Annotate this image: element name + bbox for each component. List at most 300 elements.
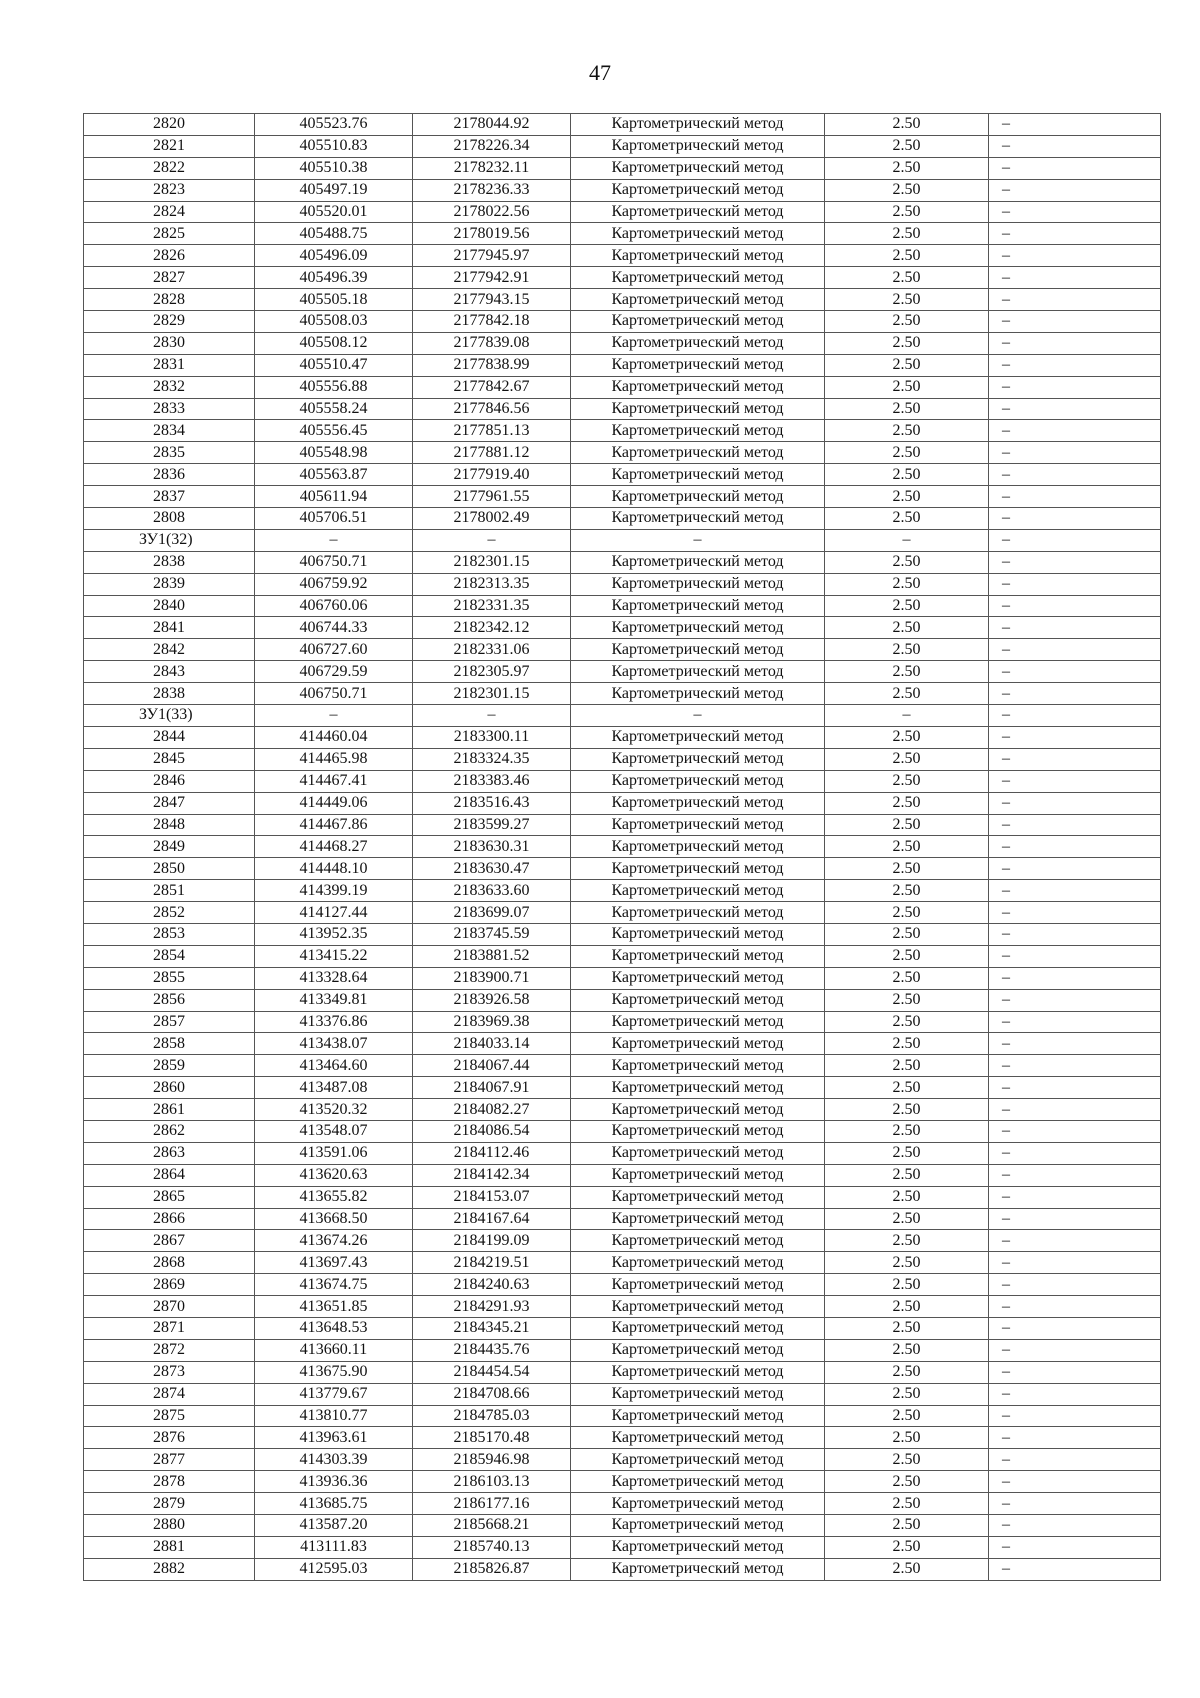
point-id-cell: 2838: [84, 551, 255, 573]
method-cell: Картометрический метод: [571, 595, 825, 617]
point-id-cell: 2875: [84, 1405, 255, 1427]
y-coordinate-cell: 2177846.56: [413, 398, 571, 420]
point-id-cell: 2873: [84, 1361, 255, 1383]
point-id-cell: 2868: [84, 1252, 255, 1274]
accuracy-cell: 2.50: [825, 1099, 989, 1121]
y-coordinate-cell: 2178236.33: [413, 179, 571, 201]
point-id-cell: 2849: [84, 836, 255, 858]
x-coordinate-cell: 413655.82: [255, 1186, 413, 1208]
description-cell: –: [989, 1361, 1161, 1383]
description-cell: –: [989, 683, 1161, 705]
point-id-cell: 2857: [84, 1011, 255, 1033]
method-cell: Картометрический метод: [571, 726, 825, 748]
y-coordinate-cell: 2186103.13: [413, 1471, 571, 1493]
y-coordinate-cell: 2183630.47: [413, 858, 571, 880]
method-cell: Картометрический метод: [571, 989, 825, 1011]
description-cell: –: [989, 1339, 1161, 1361]
x-coordinate-cell: –: [255, 705, 413, 727]
point-id-cell: 2823: [84, 179, 255, 201]
x-coordinate-cell: 413674.75: [255, 1274, 413, 1296]
method-cell: Картометрический метод: [571, 836, 825, 858]
point-id-cell: 2860: [84, 1077, 255, 1099]
description-cell: –: [989, 661, 1161, 683]
table-row: [84, 683, 1161, 705]
point-id-cell: ЗУ1(33): [84, 705, 255, 727]
method-cell: Картометрический метод: [571, 1449, 825, 1471]
y-coordinate-cell: 2185170.48: [413, 1427, 571, 1449]
method-cell: Картометрический метод: [571, 1383, 825, 1405]
accuracy-cell: 2.50: [825, 420, 989, 442]
point-id-cell: 2870: [84, 1296, 255, 1318]
table-row: [84, 1142, 1161, 1164]
method-cell: Картометрический метод: [571, 179, 825, 201]
point-id-cell: 2858: [84, 1033, 255, 1055]
point-id-cell: 2876: [84, 1427, 255, 1449]
accuracy-cell: 2.50: [825, 902, 989, 924]
description-cell: –: [989, 836, 1161, 858]
method-cell: Картометрический метод: [571, 311, 825, 333]
y-coordinate-cell: 2177945.97: [413, 245, 571, 267]
description-cell: –: [989, 1383, 1161, 1405]
page-number: 47: [589, 60, 611, 85]
description-cell: –: [989, 201, 1161, 223]
y-coordinate-cell: 2178226.34: [413, 135, 571, 157]
x-coordinate-cell: 405510.38: [255, 157, 413, 179]
method-cell: Картометрический метод: [571, 1120, 825, 1142]
y-coordinate-cell: 2184142.34: [413, 1164, 571, 1186]
accuracy-cell: 2.50: [825, 311, 989, 333]
description-cell: –: [989, 945, 1161, 967]
description-cell: –: [989, 420, 1161, 442]
method-cell: Картометрический метод: [571, 376, 825, 398]
table-row: [84, 1296, 1161, 1318]
accuracy-cell: 2.50: [825, 1186, 989, 1208]
description-cell: –: [989, 1186, 1161, 1208]
method-cell: Картометрический метод: [571, 1142, 825, 1164]
table-row: [84, 1361, 1161, 1383]
table-row: [84, 595, 1161, 617]
y-coordinate-cell: 2184708.66: [413, 1383, 571, 1405]
table-row: [84, 902, 1161, 924]
accuracy-cell: 2.50: [825, 223, 989, 245]
y-coordinate-cell: 2184153.07: [413, 1186, 571, 1208]
y-coordinate-cell: 2184240.63: [413, 1274, 571, 1296]
accuracy-cell: 2.50: [825, 1296, 989, 1318]
description-cell: –: [989, 223, 1161, 245]
x-coordinate-cell: 413111.83: [255, 1536, 413, 1558]
point-id-cell: 2836: [84, 464, 255, 486]
point-id-cell: 2881: [84, 1536, 255, 1558]
point-id-cell: 2822: [84, 157, 255, 179]
accuracy-cell: 2.50: [825, 1077, 989, 1099]
accuracy-cell: 2.50: [825, 201, 989, 223]
description-cell: –: [989, 135, 1161, 157]
accuracy-cell: 2.50: [825, 1427, 989, 1449]
accuracy-cell: 2.50: [825, 464, 989, 486]
point-id-cell: 2839: [84, 573, 255, 595]
x-coordinate-cell: 414460.04: [255, 726, 413, 748]
table-row: [84, 1274, 1161, 1296]
x-coordinate-cell: 414467.41: [255, 770, 413, 792]
accuracy-cell: 2.50: [825, 289, 989, 311]
point-id-cell: 2831: [84, 354, 255, 376]
point-id-cell: 2867: [84, 1230, 255, 1252]
description-cell: –: [989, 464, 1161, 486]
table-row: [84, 442, 1161, 464]
accuracy-cell: 2.50: [825, 179, 989, 201]
y-coordinate-cell: 2184086.54: [413, 1120, 571, 1142]
accuracy-cell: 2.50: [825, 726, 989, 748]
description-cell: –: [989, 858, 1161, 880]
description-cell: –: [989, 1558, 1161, 1580]
description-cell: –: [989, 354, 1161, 376]
table-row: [84, 1339, 1161, 1361]
x-coordinate-cell: –: [255, 529, 413, 551]
method-cell: Картометрический метод: [571, 486, 825, 508]
point-id-cell: 2833: [84, 398, 255, 420]
accuracy-cell: 2.50: [825, 923, 989, 945]
point-id-cell: 2852: [84, 902, 255, 924]
point-id-cell: 2851: [84, 880, 255, 902]
accuracy-cell: 2.50: [825, 1055, 989, 1077]
method-cell: Картометрический метод: [571, 332, 825, 354]
x-coordinate-cell: 406744.33: [255, 617, 413, 639]
accuracy-cell: 2.50: [825, 245, 989, 267]
table-row: [84, 201, 1161, 223]
accuracy-cell: –: [825, 529, 989, 551]
x-coordinate-cell: 406759.92: [255, 573, 413, 595]
table-row: [84, 267, 1161, 289]
point-id-cell: 2825: [84, 223, 255, 245]
accuracy-cell: 2.50: [825, 814, 989, 836]
point-id-cell: 2847: [84, 792, 255, 814]
x-coordinate-cell: 413376.86: [255, 1011, 413, 1033]
table-row: [84, 923, 1161, 945]
table-row: [84, 617, 1161, 639]
y-coordinate-cell: 2182301.15: [413, 551, 571, 573]
method-cell: Картометрический метод: [571, 1427, 825, 1449]
x-coordinate-cell: 413328.64: [255, 967, 413, 989]
y-coordinate-cell: 2184219.51: [413, 1252, 571, 1274]
description-cell: –: [989, 1427, 1161, 1449]
method-cell: Картометрический метод: [571, 114, 825, 136]
coordinates-table: [83, 113, 1161, 1581]
table-row: [84, 1011, 1161, 1033]
method-cell: Картометрический метод: [571, 639, 825, 661]
y-coordinate-cell: 2177842.67: [413, 376, 571, 398]
x-coordinate-cell: 413674.26: [255, 1230, 413, 1252]
method-cell: Картометрический метод: [571, 770, 825, 792]
table-row: [84, 726, 1161, 748]
description-cell: –: [989, 179, 1161, 201]
method-cell: Картометрический метод: [571, 464, 825, 486]
accuracy-cell: 2.50: [825, 836, 989, 858]
x-coordinate-cell: 405505.18: [255, 289, 413, 311]
description-cell: –: [989, 902, 1161, 924]
point-id-cell: 2844: [84, 726, 255, 748]
y-coordinate-cell: 2184167.64: [413, 1208, 571, 1230]
accuracy-cell: 2.50: [825, 1471, 989, 1493]
accuracy-cell: 2.50: [825, 748, 989, 770]
description-cell: –: [989, 1536, 1161, 1558]
table-row: [84, 1493, 1161, 1515]
accuracy-cell: 2.50: [825, 573, 989, 595]
method-cell: Картометрический метод: [571, 420, 825, 442]
accuracy-cell: 2.50: [825, 1164, 989, 1186]
point-id-cell: 2864: [84, 1164, 255, 1186]
point-id-cell: 2846: [84, 770, 255, 792]
x-coordinate-cell: 405558.24: [255, 398, 413, 420]
table-row: [84, 1164, 1161, 1186]
method-cell: Картометрический метод: [571, 135, 825, 157]
x-coordinate-cell: 413464.60: [255, 1055, 413, 1077]
y-coordinate-cell: 2177839.08: [413, 332, 571, 354]
point-id-cell: 2842: [84, 639, 255, 661]
point-id-cell: 2853: [84, 923, 255, 945]
y-coordinate-cell: 2184435.76: [413, 1339, 571, 1361]
accuracy-cell: 2.50: [825, 1558, 989, 1580]
y-coordinate-cell: 2184785.03: [413, 1405, 571, 1427]
method-cell: Картометрический метод: [571, 157, 825, 179]
point-id-cell: 2856: [84, 989, 255, 1011]
table-row: [84, 1186, 1161, 1208]
description-cell: –: [989, 529, 1161, 551]
description-cell: –: [989, 1471, 1161, 1493]
point-id-cell: 2880: [84, 1515, 255, 1537]
y-coordinate-cell: 2183300.11: [413, 726, 571, 748]
method-cell: –: [571, 529, 825, 551]
accuracy-cell: 2.50: [825, 332, 989, 354]
table-row: [84, 354, 1161, 376]
table-row: [84, 1099, 1161, 1121]
point-id-cell: 2848: [84, 814, 255, 836]
accuracy-cell: 2.50: [825, 486, 989, 508]
table-row: [84, 880, 1161, 902]
method-cell: Картометрический метод: [571, 1099, 825, 1121]
description-cell: –: [989, 551, 1161, 573]
point-id-cell: 2879: [84, 1493, 255, 1515]
description-cell: –: [989, 1317, 1161, 1339]
table-row: [84, 135, 1161, 157]
table-row: [84, 1536, 1161, 1558]
y-coordinate-cell: 2182313.35: [413, 573, 571, 595]
table-row: [84, 398, 1161, 420]
x-coordinate-cell: 405496.09: [255, 245, 413, 267]
accuracy-cell: 2.50: [825, 1208, 989, 1230]
y-coordinate-cell: 2178019.56: [413, 223, 571, 245]
y-coordinate-cell: 2177919.40: [413, 464, 571, 486]
x-coordinate-cell: 405611.94: [255, 486, 413, 508]
x-coordinate-cell: 413779.67: [255, 1383, 413, 1405]
x-coordinate-cell: 406727.60: [255, 639, 413, 661]
point-id-cell: 2850: [84, 858, 255, 880]
method-cell: Картометрический метод: [571, 1405, 825, 1427]
x-coordinate-cell: 413520.32: [255, 1099, 413, 1121]
y-coordinate-cell: 2185826.87: [413, 1558, 571, 1580]
x-coordinate-cell: 413587.20: [255, 1515, 413, 1537]
description-cell: –: [989, 1515, 1161, 1537]
accuracy-cell: 2.50: [825, 376, 989, 398]
point-id-cell: 2840: [84, 595, 255, 617]
x-coordinate-cell: 406750.71: [255, 683, 413, 705]
description-cell: –: [989, 1252, 1161, 1274]
point-id-cell: ЗУ1(32): [84, 529, 255, 551]
point-id-cell: 2871: [84, 1317, 255, 1339]
table-row: [84, 1471, 1161, 1493]
point-id-cell: 2841: [84, 617, 255, 639]
table-row: [84, 551, 1161, 573]
point-id-cell: 2838: [84, 683, 255, 705]
y-coordinate-cell: 2182342.12: [413, 617, 571, 639]
point-id-cell: 2843: [84, 661, 255, 683]
x-coordinate-cell: 405488.75: [255, 223, 413, 245]
y-coordinate-cell: 2183926.58: [413, 989, 571, 1011]
method-cell: Картометрический метод: [571, 1208, 825, 1230]
x-coordinate-cell: 413620.63: [255, 1164, 413, 1186]
point-id-cell: 2832: [84, 376, 255, 398]
x-coordinate-cell: 405556.45: [255, 420, 413, 442]
y-coordinate-cell: 2184033.14: [413, 1033, 571, 1055]
accuracy-cell: 2.50: [825, 1011, 989, 1033]
description-cell: –: [989, 1164, 1161, 1186]
description-cell: –: [989, 332, 1161, 354]
y-coordinate-cell: 2178232.11: [413, 157, 571, 179]
accuracy-cell: 2.50: [825, 1033, 989, 1055]
y-coordinate-cell: 2184454.54: [413, 1361, 571, 1383]
y-coordinate-cell: 2177851.13: [413, 420, 571, 442]
table-row: [84, 529, 1161, 551]
table-row: [84, 289, 1161, 311]
y-coordinate-cell: 2183599.27: [413, 814, 571, 836]
table-row: [84, 967, 1161, 989]
method-cell: Картометрический метод: [571, 1077, 825, 1099]
method-cell: Картометрический метод: [571, 398, 825, 420]
x-coordinate-cell: 413438.07: [255, 1033, 413, 1055]
method-cell: Картометрический метод: [571, 902, 825, 924]
description-cell: –: [989, 726, 1161, 748]
y-coordinate-cell: 2183969.38: [413, 1011, 571, 1033]
x-coordinate-cell: 413415.22: [255, 945, 413, 967]
description-cell: –: [989, 967, 1161, 989]
description-cell: –: [989, 311, 1161, 333]
y-coordinate-cell: 2185946.98: [413, 1449, 571, 1471]
method-cell: Картометрический метод: [571, 792, 825, 814]
accuracy-cell: 2.50: [825, 267, 989, 289]
point-id-cell: 2865: [84, 1186, 255, 1208]
table-row: [84, 332, 1161, 354]
method-cell: Картометрический метод: [571, 1536, 825, 1558]
table-row: [84, 464, 1161, 486]
table-row: [84, 661, 1161, 683]
point-id-cell: 2808: [84, 508, 255, 530]
method-cell: Картометрический метод: [571, 1515, 825, 1537]
x-coordinate-cell: 414399.19: [255, 880, 413, 902]
method-cell: –: [571, 705, 825, 727]
accuracy-cell: 2.50: [825, 1230, 989, 1252]
accuracy-cell: 2.50: [825, 661, 989, 683]
table-row: [84, 1252, 1161, 1274]
method-cell: Картометрический метод: [571, 551, 825, 573]
y-coordinate-cell: 2183383.46: [413, 770, 571, 792]
accuracy-cell: 2.50: [825, 1317, 989, 1339]
x-coordinate-cell: 413591.06: [255, 1142, 413, 1164]
y-coordinate-cell: 2182301.15: [413, 683, 571, 705]
x-coordinate-cell: 405556.88: [255, 376, 413, 398]
x-coordinate-cell: 414127.44: [255, 902, 413, 924]
accuracy-cell: 2.50: [825, 683, 989, 705]
point-id-cell: 2866: [84, 1208, 255, 1230]
accuracy-cell: 2.50: [825, 880, 989, 902]
accuracy-cell: 2.50: [825, 1493, 989, 1515]
y-coordinate-cell: 2184291.93: [413, 1296, 571, 1318]
accuracy-cell: 2.50: [825, 967, 989, 989]
x-coordinate-cell: 413548.07: [255, 1120, 413, 1142]
point-id-cell: 2829: [84, 311, 255, 333]
point-id-cell: 2820: [84, 114, 255, 136]
accuracy-cell: 2.50: [825, 945, 989, 967]
table-row: [84, 1383, 1161, 1405]
method-cell: Картометрический метод: [571, 1055, 825, 1077]
point-id-cell: 2863: [84, 1142, 255, 1164]
method-cell: Картометрический метод: [571, 1361, 825, 1383]
x-coordinate-cell: 414465.98: [255, 748, 413, 770]
description-cell: –: [989, 617, 1161, 639]
y-coordinate-cell: 2184082.27: [413, 1099, 571, 1121]
x-coordinate-cell: 406729.59: [255, 661, 413, 683]
accuracy-cell: 2.50: [825, 1536, 989, 1558]
accuracy-cell: 2.50: [825, 858, 989, 880]
y-coordinate-cell: 2177943.15: [413, 289, 571, 311]
method-cell: Картометрический метод: [571, 201, 825, 223]
accuracy-cell: 2.50: [825, 157, 989, 179]
description-cell: –: [989, 245, 1161, 267]
point-id-cell: 2828: [84, 289, 255, 311]
method-cell: Картометрический метод: [571, 880, 825, 902]
description-cell: –: [989, 1011, 1161, 1033]
table-row: [84, 223, 1161, 245]
y-coordinate-cell: 2185668.21: [413, 1515, 571, 1537]
table-row: [84, 1077, 1161, 1099]
x-coordinate-cell: 405497.19: [255, 179, 413, 201]
description-cell: –: [989, 1296, 1161, 1318]
description-cell: –: [989, 508, 1161, 530]
method-cell: Картометрический метод: [571, 1033, 825, 1055]
table-row: [84, 792, 1161, 814]
y-coordinate-cell: –: [413, 529, 571, 551]
method-cell: Картометрический метод: [571, 1471, 825, 1493]
method-cell: Картометрический метод: [571, 683, 825, 705]
accuracy-cell: –: [825, 705, 989, 727]
y-coordinate-cell: 2177842.18: [413, 311, 571, 333]
method-cell: Картометрический метод: [571, 1493, 825, 1515]
x-coordinate-cell: 405548.98: [255, 442, 413, 464]
accuracy-cell: 2.50: [825, 1252, 989, 1274]
y-coordinate-cell: 2186177.16: [413, 1493, 571, 1515]
x-coordinate-cell: 413952.35: [255, 923, 413, 945]
coordinates-table-body: [84, 114, 1161, 1581]
description-cell: –: [989, 748, 1161, 770]
x-coordinate-cell: 414468.27: [255, 836, 413, 858]
accuracy-cell: 2.50: [825, 114, 989, 136]
description-cell: –: [989, 792, 1161, 814]
point-id-cell: 2827: [84, 267, 255, 289]
y-coordinate-cell: 2177881.12: [413, 442, 571, 464]
y-coordinate-cell: 2184345.21: [413, 1317, 571, 1339]
description-cell: –: [989, 289, 1161, 311]
x-coordinate-cell: 414467.86: [255, 814, 413, 836]
x-coordinate-cell: 413675.90: [255, 1361, 413, 1383]
point-id-cell: 2834: [84, 420, 255, 442]
